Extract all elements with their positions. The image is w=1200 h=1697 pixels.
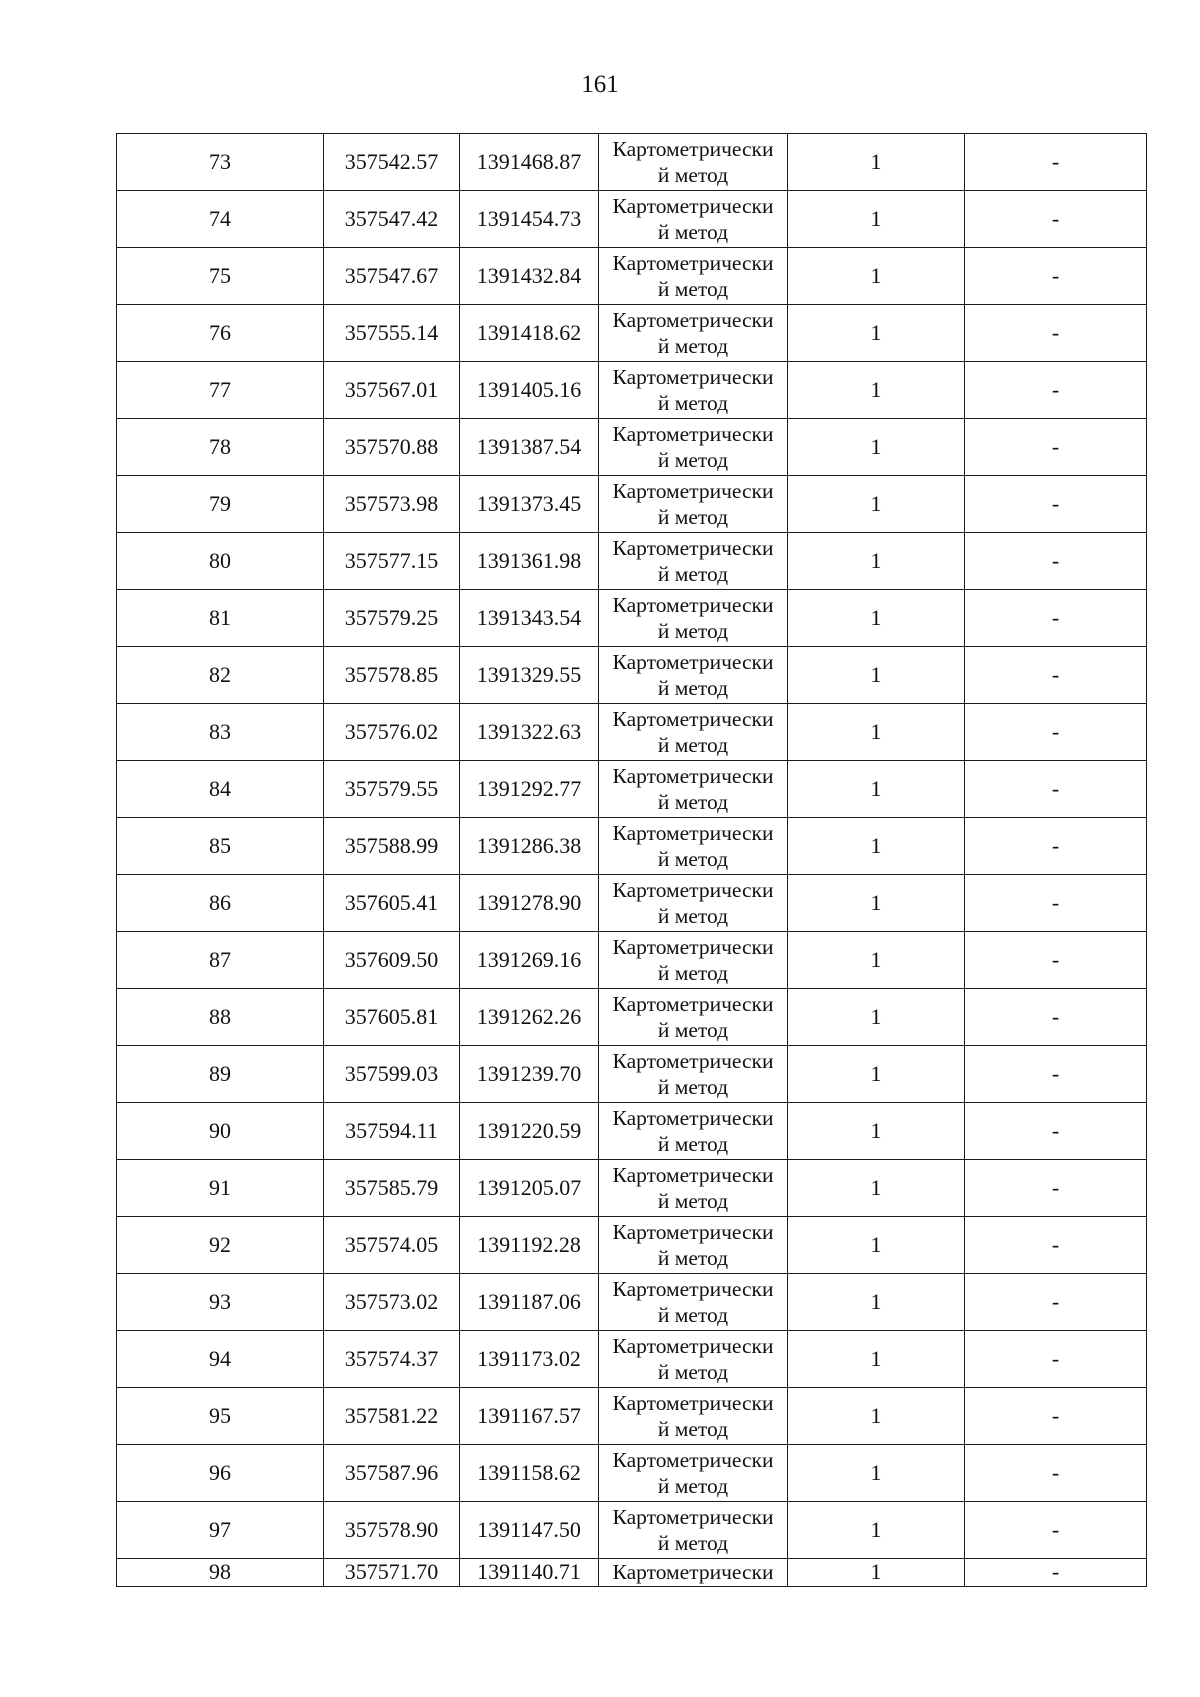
accuracy-cell: 1 [788,818,965,875]
method-line-1: Картометрически [612,1276,774,1301]
note-cell: - [965,1388,1147,1445]
method-line-2: й метод [657,675,729,700]
method-line-2: й метод [657,1074,729,1099]
point-number-cell: 92 [117,1217,324,1274]
accuracy-cell: 1 [788,590,965,647]
note-cell: - [965,1331,1147,1388]
method-cell [599,761,788,818]
method-cell [599,419,788,476]
x-coordinate-cell: 357581.22 [324,1388,460,1445]
method-line-1: Картометрически [612,934,774,959]
method-cell [599,134,788,191]
y-coordinate-cell: 1391205.07 [460,1160,599,1217]
accuracy-cell: 1 [788,704,965,761]
method-cell [599,1559,788,1587]
method-line-1: Картометрически [612,1219,774,1244]
point-number-cell: 78 [117,419,324,476]
method-line-1: Картометрически [612,478,774,503]
table-row [117,476,1147,533]
method-line-2: й метод [657,618,729,643]
method-line-1: Картометрически [612,1105,774,1130]
method-line-2: й метод [657,219,729,244]
point-number-cell: 77 [117,362,324,419]
table-row [117,704,1147,761]
method-line-2: й метод [657,1416,729,1441]
point-number-cell: 97 [117,1502,324,1559]
y-coordinate-cell: 1391329.55 [460,647,599,704]
method-cell [599,1160,788,1217]
x-coordinate-cell: 357605.81 [324,989,460,1046]
method-line-1: Картометрически [612,1560,774,1584]
method-cell [599,1217,788,1274]
method-line-1: Картометрически [612,1390,774,1415]
accuracy-cell: 1 [788,1445,965,1502]
table-row [117,1274,1147,1331]
method-line-1: Картометрически [612,1048,774,1073]
note-cell: - [965,362,1147,419]
note-cell: - [965,989,1147,1046]
method-cell [599,191,788,248]
x-coordinate-cell: 357542.57 [324,134,460,191]
note-cell: - [965,533,1147,590]
method-line-2: й метод [657,1188,729,1213]
accuracy-cell: 1 [788,1331,965,1388]
y-coordinate-cell: 1391158.62 [460,1445,599,1502]
table-row [117,1103,1147,1160]
y-coordinate-cell: 1391387.54 [460,419,599,476]
point-number-cell: 98 [117,1559,324,1587]
accuracy-cell: 1 [788,1160,965,1217]
method-line-1: Картометрически [612,1162,774,1187]
y-coordinate-cell: 1391286.38 [460,818,599,875]
accuracy-cell: 1 [788,1559,965,1587]
x-coordinate-cell: 357573.98 [324,476,460,533]
method-line-1: Картометрически [612,307,774,332]
point-number-cell: 91 [117,1160,324,1217]
table-row [117,1445,1147,1502]
x-coordinate-cell: 357579.25 [324,590,460,647]
x-coordinate-cell: 357574.37 [324,1331,460,1388]
x-coordinate-cell: 357605.41 [324,875,460,932]
method-line-1: Картометрически [612,250,774,275]
point-number-cell: 79 [117,476,324,533]
x-coordinate-cell: 357547.42 [324,191,460,248]
accuracy-cell: 1 [788,248,965,305]
point-number-cell: 82 [117,647,324,704]
accuracy-cell: 1 [788,1217,965,1274]
x-coordinate-cell: 357547.67 [324,248,460,305]
x-coordinate-cell: 357585.79 [324,1160,460,1217]
x-coordinate-cell: 357555.14 [324,305,460,362]
page-number: 161 [581,71,619,98]
accuracy-cell: 1 [788,305,965,362]
method-line-2: й метод [657,1131,729,1156]
method-cell [599,1388,788,1445]
table-row [117,761,1147,818]
x-coordinate-cell: 357578.90 [324,1502,460,1559]
method-line-2: й метод [657,846,729,871]
x-coordinate-cell: 357578.85 [324,647,460,704]
accuracy-cell: 1 [788,362,965,419]
method-line-2: й метод [657,1302,729,1327]
point-number-cell: 86 [117,875,324,932]
y-coordinate-cell: 1391239.70 [460,1046,599,1103]
y-coordinate-cell: 1391405.16 [460,362,599,419]
y-coordinate-cell: 1391220.59 [460,1103,599,1160]
method-line-1: Картометрически [612,649,774,674]
method-line-2: й метод [657,1530,729,1555]
coordinates-table [116,133,1147,1587]
method-line-1: Картометрически [612,820,774,845]
table-row [117,362,1147,419]
y-coordinate-cell: 1391292.77 [460,761,599,818]
accuracy-cell: 1 [788,419,965,476]
method-line-1: Картометрически [612,991,774,1016]
y-coordinate-cell: 1391187.06 [460,1274,599,1331]
method-cell [599,1331,788,1388]
y-coordinate-cell: 1391454.73 [460,191,599,248]
note-cell: - [965,134,1147,191]
method-line-1: Картометрически [612,1333,774,1358]
method-line-1: Картометрически [612,364,774,389]
accuracy-cell: 1 [788,1274,965,1331]
method-cell [599,362,788,419]
point-number-cell: 90 [117,1103,324,1160]
method-line-1: Картометрически [612,706,774,731]
method-cell [599,932,788,989]
point-number-cell: 83 [117,704,324,761]
x-coordinate-cell: 357567.01 [324,362,460,419]
point-number-cell: 87 [117,932,324,989]
method-line-2: й метод [657,1017,729,1042]
y-coordinate-cell: 1391147.50 [460,1502,599,1559]
method-cell [599,989,788,1046]
method-line-2: й метод [657,276,729,301]
y-coordinate-cell: 1391468.87 [460,134,599,191]
note-cell: - [965,1445,1147,1502]
x-coordinate-cell: 357594.11 [324,1103,460,1160]
y-coordinate-cell: 1391262.26 [460,989,599,1046]
point-number-cell: 88 [117,989,324,1046]
table-row [117,1046,1147,1103]
y-coordinate-cell: 1391167.57 [460,1388,599,1445]
table-row [117,248,1147,305]
note-cell: - [965,1046,1147,1103]
accuracy-cell: 1 [788,932,965,989]
table-row [117,533,1147,590]
method-line-1: Картометрически [612,763,774,788]
y-coordinate-cell: 1391269.16 [460,932,599,989]
method-line-2: й метод [657,162,729,187]
method-line-1: Картометрически [612,193,774,218]
x-coordinate-cell: 357574.05 [324,1217,460,1274]
coordinates-table-body [117,134,1147,1587]
method-cell [599,590,788,647]
y-coordinate-cell: 1391418.62 [460,305,599,362]
method-cell [599,647,788,704]
x-coordinate-cell: 357577.15 [324,533,460,590]
x-coordinate-cell: 357579.55 [324,761,460,818]
method-line-2: й метод [657,1473,729,1498]
y-coordinate-cell: 1391343.54 [460,590,599,647]
accuracy-cell: 1 [788,761,965,818]
method-line-1: Картометрически [612,1447,774,1472]
accuracy-cell: 1 [788,134,965,191]
note-cell: - [965,647,1147,704]
x-coordinate-cell: 357609.50 [324,932,460,989]
method-line-2: й метод [657,903,729,928]
method-line-2: й метод [657,504,729,529]
y-coordinate-cell: 1391373.45 [460,476,599,533]
note-cell: - [965,590,1147,647]
table-row [117,590,1147,647]
note-cell: - [965,1559,1147,1587]
accuracy-cell: 1 [788,476,965,533]
y-coordinate-cell: 1391192.28 [460,1217,599,1274]
table-row [117,134,1147,191]
note-cell: - [965,875,1147,932]
point-number-cell: 84 [117,761,324,818]
method-cell [599,818,788,875]
method-line-1: Картометрически [612,535,774,560]
point-number-cell: 80 [117,533,324,590]
point-number-cell: 75 [117,248,324,305]
y-coordinate-cell: 1391140.71 [460,1559,599,1587]
method-line-2: й метод [657,561,729,586]
accuracy-cell: 1 [788,1103,965,1160]
method-cell [599,1274,788,1331]
method-cell [599,875,788,932]
accuracy-cell: 1 [788,989,965,1046]
method-cell [599,1103,788,1160]
method-line-1: Картометрически [612,421,774,446]
x-coordinate-cell: 357588.99 [324,818,460,875]
accuracy-cell: 1 [788,191,965,248]
point-number-cell: 74 [117,191,324,248]
point-number-cell: 96 [117,1445,324,1502]
table-row [117,647,1147,704]
table-row [117,1160,1147,1217]
x-coordinate-cell: 357573.02 [324,1274,460,1331]
method-line-2: й метод [657,390,729,415]
x-coordinate-cell: 357576.02 [324,704,460,761]
method-cell [599,248,788,305]
y-coordinate-cell: 1391278.90 [460,875,599,932]
point-number-cell: 94 [117,1331,324,1388]
table-row [117,305,1147,362]
point-number-cell: 89 [117,1046,324,1103]
point-number-cell: 85 [117,818,324,875]
table-row [117,989,1147,1046]
note-cell: - [965,419,1147,476]
method-cell [599,305,788,362]
note-cell: - [965,476,1147,533]
note-cell: - [965,1502,1147,1559]
note-cell: - [965,305,1147,362]
table-row [117,419,1147,476]
table-row [117,1559,1147,1587]
table-row [117,1502,1147,1559]
method-line-1: Картометрически [612,1504,774,1529]
method-line-2: й метод [657,333,729,358]
point-number-cell: 73 [117,134,324,191]
accuracy-cell: 1 [788,647,965,704]
method-cell [599,533,788,590]
accuracy-cell: 1 [788,1046,965,1103]
x-coordinate-cell: 357571.70 [324,1559,460,1587]
point-number-cell: 81 [117,590,324,647]
y-coordinate-cell: 1391173.02 [460,1331,599,1388]
accuracy-cell: 1 [788,1388,965,1445]
method-line-1: Картометрически [612,136,774,161]
table-row [117,191,1147,248]
method-cell [599,704,788,761]
method-line-2: й метод [657,447,729,472]
table-row [117,932,1147,989]
note-cell: - [965,818,1147,875]
note-cell: - [965,761,1147,818]
y-coordinate-cell: 1391361.98 [460,533,599,590]
note-cell: - [965,1160,1147,1217]
method-cell [599,476,788,533]
y-coordinate-cell: 1391432.84 [460,248,599,305]
point-number-cell: 76 [117,305,324,362]
note-cell: - [965,932,1147,989]
point-number-cell: 93 [117,1274,324,1331]
method-line-2: й метод [657,1359,729,1384]
x-coordinate-cell: 357587.96 [324,1445,460,1502]
accuracy-cell: 1 [788,533,965,590]
note-cell: - [965,1274,1147,1331]
table-row [117,1331,1147,1388]
accuracy-cell: 1 [788,1502,965,1559]
method-line-2: й метод [657,732,729,757]
method-line-2: й метод [657,960,729,985]
method-line-2: й метод [657,789,729,814]
note-cell: - [965,1103,1147,1160]
note-cell: - [965,191,1147,248]
method-line-1: Картометрически [612,877,774,902]
table-row [117,1217,1147,1274]
accuracy-cell: 1 [788,875,965,932]
note-cell: - [965,248,1147,305]
table-row [117,1388,1147,1445]
x-coordinate-cell: 357570.88 [324,419,460,476]
point-number-cell: 95 [117,1388,324,1445]
method-line-2: й метод [657,1245,729,1270]
method-line-1: Картометрически [612,592,774,617]
method-cell [599,1445,788,1502]
method-cell [599,1502,788,1559]
table-row [117,818,1147,875]
y-coordinate-cell: 1391322.63 [460,704,599,761]
x-coordinate-cell: 357599.03 [324,1046,460,1103]
method-cell [599,1046,788,1103]
note-cell: - [965,704,1147,761]
note-cell: - [965,1217,1147,1274]
table-row [117,875,1147,932]
